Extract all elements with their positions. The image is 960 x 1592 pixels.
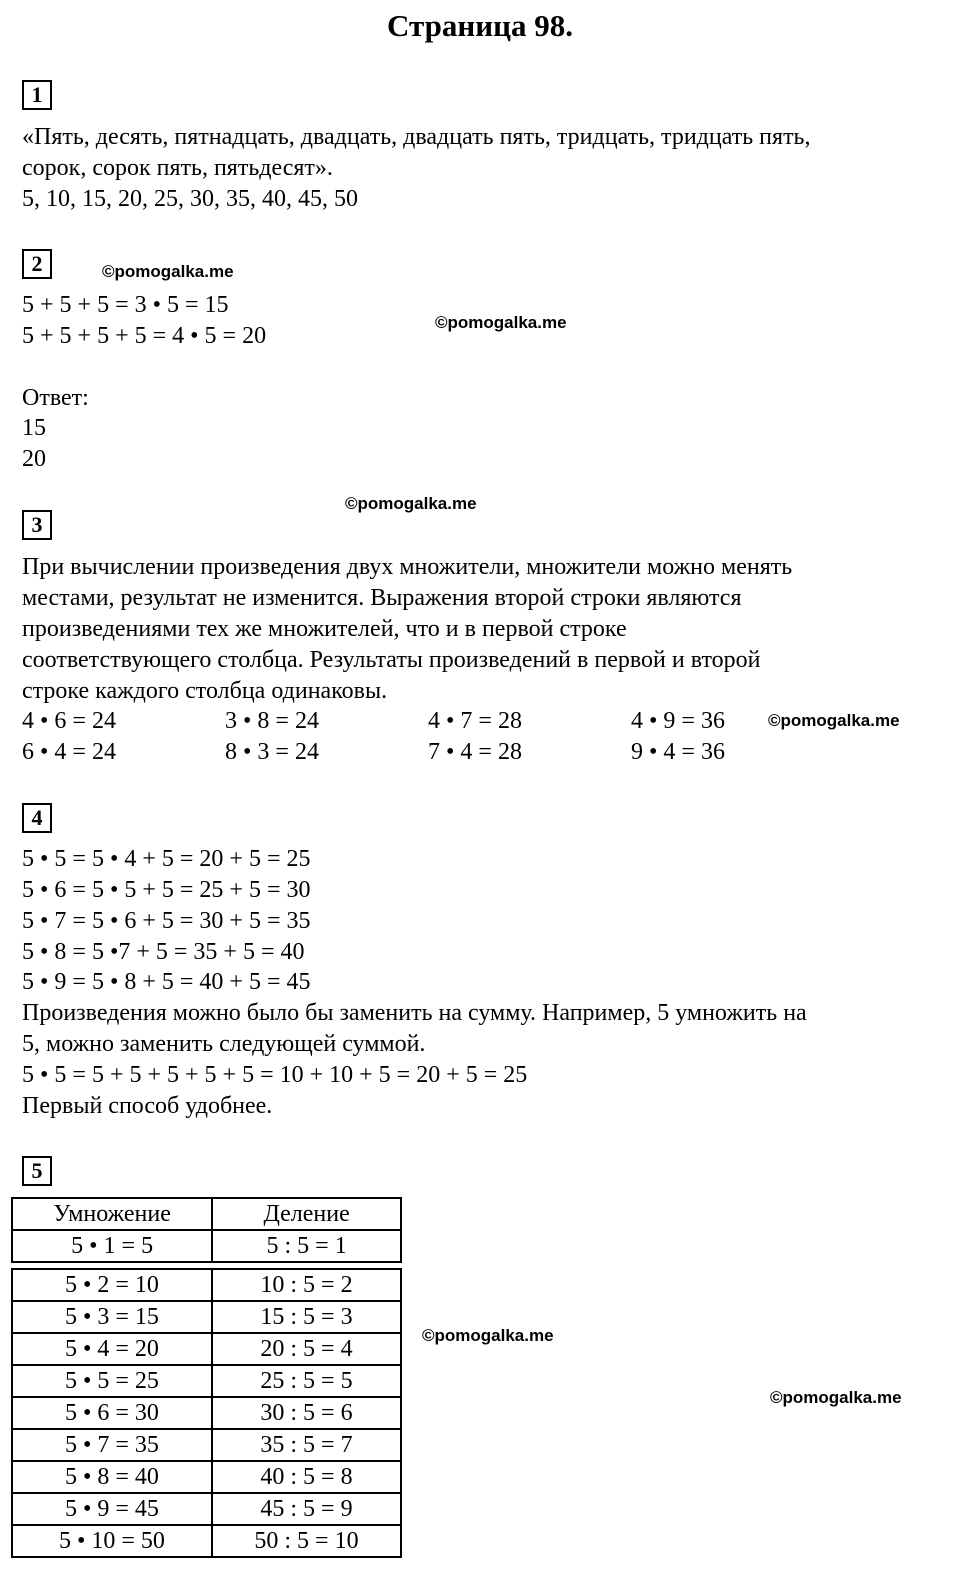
task-4-line: 5 • 6 = 5 • 5 + 5 = 25 + 5 = 30 — [22, 877, 311, 903]
table-row — [12, 1333, 401, 1365]
task-1-line: «Пять, десять, пятнадцать, двадцать, двадцать пять, тридцать, тридцать пять, — [22, 124, 811, 150]
table-cell: 30 : 5 = 6 — [212, 1397, 401, 1429]
watermark-text: ©pomogalka.me — [768, 711, 900, 730]
task-3-expression: 4 • 9 = 36 — [631, 708, 725, 734]
table-cell: 5 • 9 = 45 — [12, 1493, 212, 1525]
table-cell: 5 • 2 = 10 — [12, 1269, 212, 1301]
table-cell: 5 • 7 = 35 — [12, 1429, 212, 1461]
task-4-number: 4 — [22, 803, 52, 833]
table-row — [12, 1365, 401, 1397]
task-2-line: 5 + 5 + 5 + 5 = 4 • 5 = 20 — [22, 323, 267, 349]
task-3-expression: 4 • 6 = 24 — [22, 708, 116, 734]
table-cell: 50 : 5 = 10 — [212, 1525, 401, 1557]
table-cell: 45 : 5 = 9 — [212, 1493, 401, 1525]
table-cell: 5 : 5 = 1 — [212, 1230, 401, 1262]
task-3-number: 3 — [22, 510, 52, 540]
task-4-line: 5 • 9 = 5 • 8 + 5 = 40 + 5 = 45 — [22, 969, 311, 995]
table-row — [12, 1525, 401, 1557]
table-cell: 5 • 3 = 15 — [12, 1301, 212, 1333]
task-1-line: сорок, сорок пять, пятьдесят». — [22, 155, 333, 181]
table-cell: 20 : 5 = 4 — [212, 1333, 401, 1365]
task-3-expression: 4 • 7 = 28 — [428, 708, 522, 734]
task-4-line: 5, можно заменить следующей суммой. — [22, 1031, 426, 1057]
table-row — [12, 1397, 401, 1429]
table-cell: 5 • 8 = 40 — [12, 1461, 212, 1493]
task-2-answer: 20 — [22, 446, 46, 472]
task-4-line: Произведения можно было бы заменить на сумму. Например, 5 умножить на — [22, 1000, 807, 1026]
task-2-line: 5 + 5 + 5 = 3 • 5 = 15 — [22, 292, 229, 318]
task-3-expression: 8 • 3 = 24 — [225, 739, 319, 765]
task-4-line: 5 • 8 = 5 •7 + 5 = 35 + 5 = 40 — [22, 939, 305, 965]
table-header-multiplication: Умножение — [12, 1198, 212, 1230]
task-5-number: 5 — [22, 1156, 52, 1186]
task-2-answer: 15 — [22, 415, 46, 441]
table-row — [12, 1269, 401, 1301]
table-row — [12, 1301, 401, 1333]
table-cell: 5 • 4 = 20 — [12, 1333, 212, 1365]
task-3-line: соответствующего столбца. Результаты произведений в первой и второй — [22, 647, 761, 673]
task-3-expression: 3 • 8 = 24 — [225, 708, 319, 734]
table-cell: 5 • 6 = 30 — [12, 1397, 212, 1429]
watermark-text: ©pomogalka.me — [770, 1388, 902, 1407]
task-4-line: 5 • 5 = 5 + 5 + 5 + 5 + 5 = 10 + 10 + 5 = 20 + 5 = 25 — [22, 1062, 528, 1088]
task-3-line: произведениями тех же множителей, что и в первой строке — [22, 616, 627, 642]
table-row — [12, 1493, 401, 1525]
watermark-text: ©pomogalka.me — [422, 1326, 554, 1345]
task-1-line: 5, 10, 15, 20, 25, 30, 35, 40, 45, 50 — [22, 186, 358, 212]
table-row — [12, 1198, 401, 1230]
table-row — [12, 1461, 401, 1493]
task-3-expression: 6 • 4 = 24 — [22, 739, 116, 765]
table-row — [12, 1230, 401, 1262]
table-cell: 5 • 10 = 50 — [12, 1525, 212, 1557]
watermark-text: ©pomogalka.me — [345, 494, 477, 513]
task-4-line: 5 • 5 = 5 • 4 + 5 = 20 + 5 = 25 — [22, 846, 311, 872]
table-cell: 40 : 5 = 8 — [212, 1461, 401, 1493]
task-3-line: местами, результат не изменится. Выражения второй строки являются — [22, 585, 742, 611]
task-3-expression: 9 • 4 = 36 — [631, 739, 725, 765]
table-cell: 35 : 5 = 7 — [212, 1429, 401, 1461]
table-header-division: Деление — [212, 1198, 401, 1230]
table-cell: 5 • 5 = 25 — [12, 1365, 212, 1397]
task-3-line: При вычислении произведения двух множители, множители можно менять — [22, 554, 793, 580]
multiplication-division-table — [11, 1268, 402, 1558]
task-4-line: Первый способ удобнее. — [22, 1093, 273, 1119]
table-cell: 15 : 5 = 3 — [212, 1301, 401, 1333]
task-1-number: 1 — [22, 80, 52, 110]
task-4-line: 5 • 7 = 5 • 6 + 5 = 30 + 5 = 35 — [22, 908, 311, 934]
task-2-number: 2 — [22, 249, 52, 279]
multiplication-division-table-header — [11, 1197, 402, 1263]
task-3-line: строке каждого столбца одинаковы. — [22, 678, 388, 704]
table-cell: 5 • 1 = 5 — [12, 1230, 212, 1262]
page-title: Страница 98. — [387, 8, 573, 43]
table-cell: 25 : 5 = 5 — [212, 1365, 401, 1397]
watermark-text: ©pomogalka.me — [102, 262, 234, 281]
table-row — [12, 1429, 401, 1461]
task-2-answer-label: Ответ: — [22, 385, 89, 411]
watermark-text: ©pomogalka.me — [435, 313, 567, 332]
table-cell: 10 : 5 = 2 — [212, 1269, 401, 1301]
task-3-expression: 7 • 4 = 28 — [428, 739, 522, 765]
